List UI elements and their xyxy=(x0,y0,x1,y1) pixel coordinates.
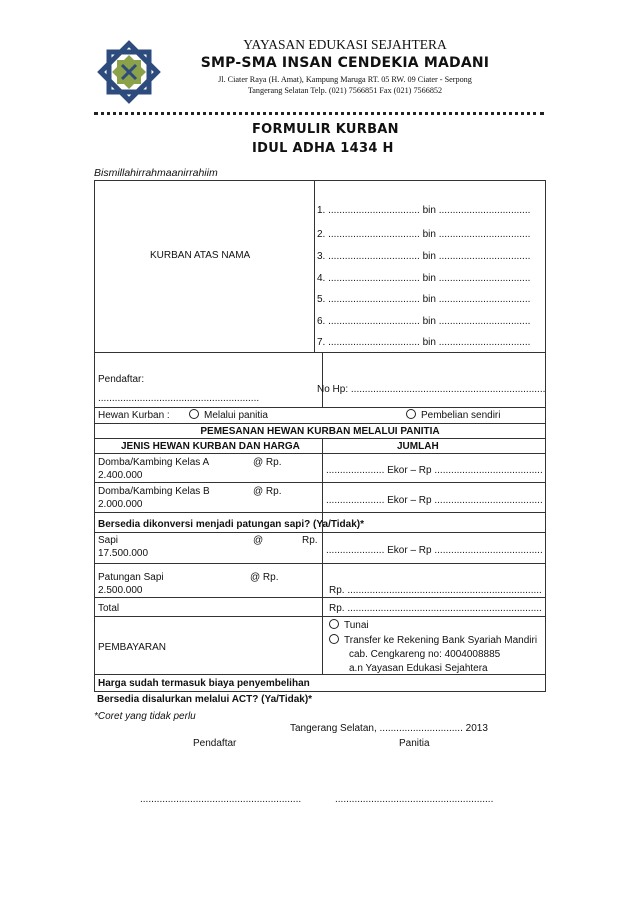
form-subtitle: IDUL ADHA 1434 H xyxy=(252,141,394,156)
total-label: Total xyxy=(98,603,120,614)
radio-circle-icon[interactable] xyxy=(189,409,199,419)
item-name-class-b: Domba/Kambing Kelas B xyxy=(98,486,210,497)
signature-line-registrant[interactable]: .......................................................... xyxy=(140,794,302,805)
row-divider xyxy=(95,453,545,454)
kurban-name-label: KURBAN ATAS NAMA xyxy=(150,250,251,261)
animal-label: Hewan Kurban : xyxy=(98,410,170,421)
item-amount-field-patungan[interactable]: Rp. ...................................................................... xyxy=(329,585,542,596)
item-price-patungan: 2.500.000 xyxy=(98,585,143,596)
item-price-prefix-patungan: @ Rp. xyxy=(250,572,279,583)
row-divider xyxy=(95,180,545,181)
animal-option-committee[interactable] xyxy=(189,409,268,422)
animal-option-self[interactable] xyxy=(406,409,501,422)
radio-circle-icon[interactable] xyxy=(329,619,339,629)
item-price-class-a: 2.400.000 xyxy=(98,470,143,481)
item-amount-field-sapi[interactable]: ..................... Ekor – Rp ....................................... xyxy=(326,545,543,556)
foundation-name: YAYASAN EDUKASI SEJAHTERA xyxy=(243,37,447,52)
school-address: Jl. Ciater Raya (H. Amat), Kampung Maruga RT. 05 RW. 09 Ciater - Serpong xyxy=(218,75,472,84)
item-name-class-a: Domba/Kambing Kelas A xyxy=(98,457,210,468)
bank-account-holder: a.n Yayasan Edukasi Sejahtera xyxy=(349,663,488,674)
item-name-sapi: Sapi xyxy=(98,535,119,546)
item-price-rp-sapi: Rp. xyxy=(302,535,318,546)
row-divider xyxy=(95,616,545,617)
column-divider xyxy=(322,352,323,407)
item-price-prefix-class-b: @ Rp. xyxy=(253,486,282,497)
item-amount-field-class-a[interactable]: ..................... Ekor – Rp ....................................... xyxy=(326,465,543,476)
row-divider xyxy=(95,482,545,483)
total-amount-field[interactable]: Rp. ...................................................................... xyxy=(329,603,542,614)
registrant-name-field[interactable]: .......................................................... xyxy=(98,393,260,404)
row-divider xyxy=(95,597,545,598)
animal-option-committee-label: Melalui panitia xyxy=(204,410,268,421)
opening-phrase: Bismillahirrahmaanirrahiim xyxy=(94,167,218,179)
signature-line-committee[interactable]: ......................................................... xyxy=(335,794,494,805)
signature-right-label: Panitia xyxy=(399,738,430,749)
form-title: FORMULIR KURBAN xyxy=(252,122,399,137)
kurban-form-table xyxy=(94,180,546,692)
payment-option-transfer[interactable] xyxy=(329,634,537,647)
school-contact: Tangerang Selatan Telp. (021) 7566851 Fax (021) 7566852 xyxy=(247,86,443,95)
act-question: Bersedia disalurkan melalui ACT? (Ya/Tidak)* xyxy=(97,694,313,705)
header-divider xyxy=(94,112,544,115)
row-divider xyxy=(95,352,545,353)
conversion-question: Bersedia dikonversi menjadi patungan sapi? (Ya/Tidak)* xyxy=(98,519,365,530)
payment-option-cash[interactable] xyxy=(329,619,369,632)
kurban-name-line-1[interactable]: 1. ................................. bin ................................. xyxy=(317,205,531,216)
registrant-phone-field[interactable]: No Hp: ...................................................................... xyxy=(317,384,546,395)
animal-option-self-label: Pembelian sendiri xyxy=(421,410,501,421)
payment-option-transfer-label: Transfer ke Rekening Bank Syariah Mandiri xyxy=(344,635,538,646)
kurban-name-line-3[interactable]: 3. ................................. bin ................................. xyxy=(317,251,531,262)
kurban-name-line-6[interactable]: 6. ................................. bin ................................. xyxy=(317,316,531,327)
kurban-name-line-2[interactable]: 2. ................................. bin ................................. xyxy=(317,229,531,240)
item-name-patungan: Patungan Sapi xyxy=(98,572,164,583)
row-divider xyxy=(95,407,545,408)
item-price-sapi: 17.500.000 xyxy=(98,548,149,559)
row-divider xyxy=(95,512,545,513)
bank-branch-account: cab. Cengkareng no: 4004008885 xyxy=(349,649,501,660)
school-logo xyxy=(94,37,164,107)
column-divider xyxy=(322,438,323,674)
item-price-prefix-class-a: @ Rp. xyxy=(253,457,282,468)
row-divider xyxy=(95,423,545,424)
registrant-label: Pendaftar: xyxy=(98,374,145,385)
row-divider xyxy=(95,438,545,439)
signature-place-date: Tangerang Selatan, .............................. 2013 xyxy=(290,723,488,734)
radio-circle-icon[interactable] xyxy=(406,409,416,419)
column-header-amount: JUMLAH xyxy=(397,441,439,452)
signature-left-label: Pendaftar xyxy=(193,738,237,749)
school-name: SMP-SMA INSAN CENDEKIA MADANI xyxy=(200,55,490,71)
order-section-title: PEMESANAN HEWAN KURBAN MELALUI PANITIA xyxy=(200,426,440,437)
column-header-type: JENIS HEWAN KURBAN DAN HARGA xyxy=(121,441,300,452)
price-note: Harga sudah termasuk biaya penyembelihan xyxy=(98,678,310,689)
kurban-name-line-4[interactable]: 4. ................................. bin ................................. xyxy=(317,273,531,284)
footnote: *Coret yang tidak perlu xyxy=(94,711,196,722)
payment-option-cash-label: Tunai xyxy=(344,620,369,631)
row-divider xyxy=(95,532,545,533)
row-divider xyxy=(95,691,545,692)
column-divider xyxy=(314,180,315,352)
row-divider xyxy=(95,563,545,564)
item-price-at-sapi: @ xyxy=(253,535,264,546)
item-amount-field-class-b[interactable]: ..................... Ekor – Rp ....................................... xyxy=(326,495,543,506)
item-price-class-b: 2.000.000 xyxy=(98,499,143,510)
kurban-name-line-5[interactable]: 5. ................................. bin ................................. xyxy=(317,294,531,305)
radio-circle-icon[interactable] xyxy=(329,634,339,644)
kurban-name-line-7[interactable]: 7. ................................. bin ................................. xyxy=(317,337,531,348)
payment-label: PEMBAYARAN xyxy=(98,642,166,653)
